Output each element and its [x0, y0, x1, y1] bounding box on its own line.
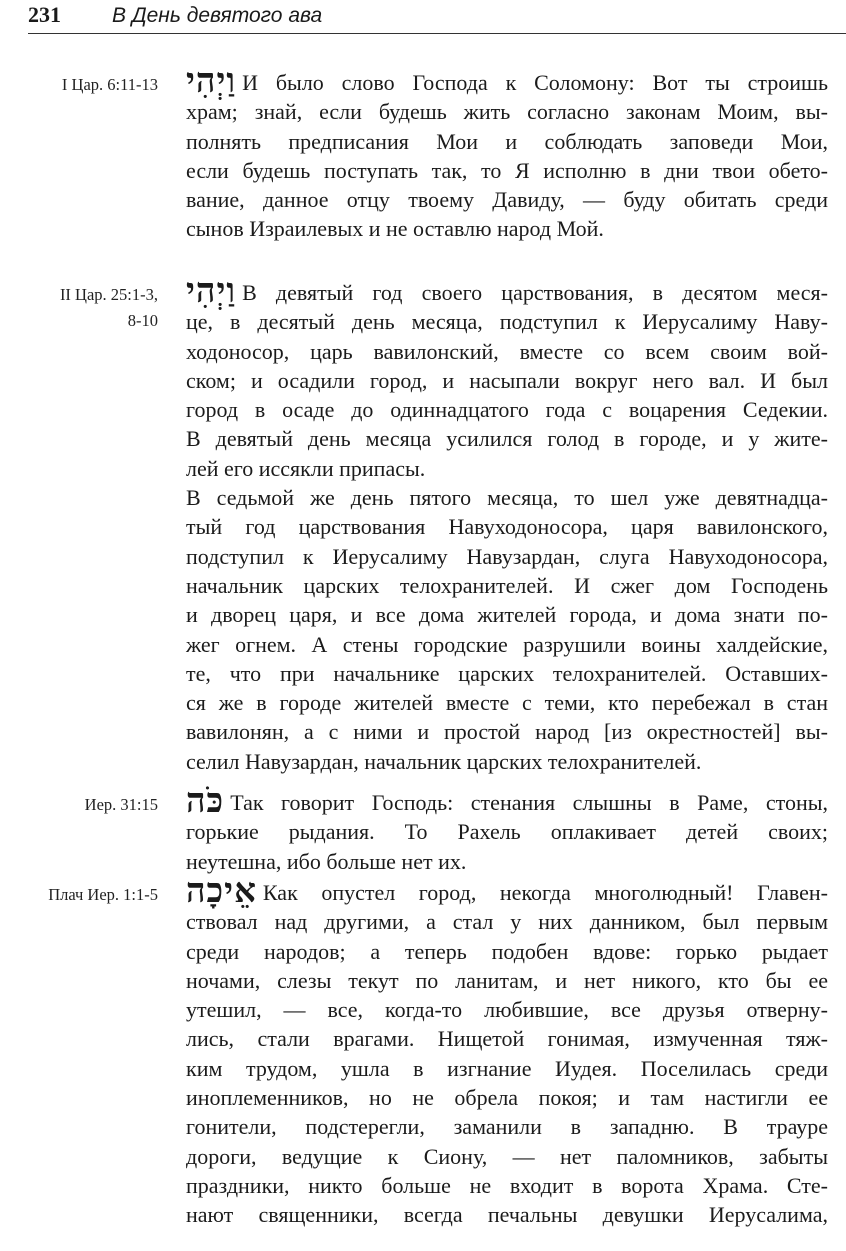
text-line: ском; и осадили город, и насыпали вокруг него вал. И был	[186, 367, 828, 393]
reference-line: Иер. 31:15	[84, 795, 158, 814]
text-line	[186, 781, 828, 821]
passage-reference	[0, 792, 158, 818]
text-line: лись, стали врагами. Нищетой гонимая, измученная тяж-	[186, 1026, 828, 1052]
text-line: и дворец царя, и все дома жителей города, и дома знати по-	[186, 602, 828, 628]
text-line: сынов Израилевых и не оставлю народ Мой.	[186, 216, 604, 242]
text-line: дороги, ведущие к Сиону, — нет паломников, забыты	[186, 1143, 828, 1169]
text-line: если будешь поступать так, то Я исполню в дни твои обето-	[186, 157, 828, 183]
running-title: В День девятого ава	[112, 4, 323, 27]
hebrew-incipit: כֹּה	[186, 781, 225, 821]
text-line: среди народов; а теперь подобен вдове: горько рыдает	[186, 938, 828, 964]
passage-text	[186, 271, 828, 776]
reference-line: Плач Иер. 1:1-5	[48, 885, 158, 904]
text-line: вавилонян, а с ними и простой народ [из окрестностей] вы-	[186, 719, 828, 745]
text-line: В седьмой же день пятого месяца, то шел уже девятнадца-	[186, 485, 828, 511]
text-line: ночами, слезы текут по ланитам, и нет никого, кто бы ее	[186, 967, 828, 993]
passage-text	[186, 871, 828, 1230]
text-line: иноплеменников, но не обрела покоя; и там настигли ее	[186, 1085, 828, 1111]
text-segment: Как опустел город, некогда многолюдный! Главен-	[262, 880, 828, 905]
running-header	[28, 2, 322, 32]
text-segment: И было слово Господа к Соломону: Вот ты строишь	[242, 70, 828, 95]
text-line: полнять предписания Мои и соблюдать заповеди Мои,	[186, 128, 828, 154]
text-line: те, что при начальнике царских телохранителей. Оставших-	[186, 660, 828, 686]
passage-reference	[0, 282, 158, 334]
text-segment: В девятый год своего царствования, в десятом меся-	[242, 280, 828, 305]
text-line: тый год царствования Навуходоносора, царя вавилонского,	[186, 514, 828, 540]
text-line: ким трудом, ушла в изгнание Иудея. Поселилась среди	[186, 1055, 828, 1081]
hebrew-incipit: וַיְהִי	[186, 61, 237, 101]
text-line: нают священники, всегда печальны девушки Иерусалима,	[186, 1202, 828, 1228]
text-line: ходоносор, царь вавилонский, вместе со всем своим вой-	[186, 338, 828, 364]
text-line: лей его иссякли припасы.	[186, 455, 426, 481]
text-line: це, в десятый день месяца, подступил к Иерусалиму Наву-	[186, 309, 828, 335]
hebrew-incipit: אֵיכָה	[186, 871, 257, 911]
hebrew-incipit: וַיְהִי	[186, 271, 237, 311]
text-line: гонители, подстерегли, заманили в западню. В трауре	[186, 1114, 828, 1140]
reference-line: 8-10	[127, 311, 158, 330]
text-line	[186, 271, 828, 311]
text-line: селил Навузардан, начальник царских телохранителей.	[186, 748, 702, 774]
text-line	[186, 871, 828, 911]
text-line: жег огнем. А стены городские разрушили воины халдейские,	[186, 631, 828, 657]
page-number: 231	[28, 2, 61, 27]
header-rule	[28, 33, 846, 34]
passage-text	[186, 61, 828, 244]
text-line: горькие рыдания. То Рахель оплакивает детей своих;	[186, 819, 828, 845]
passage-reference	[0, 882, 158, 908]
text-line: вание, данное отцу твоему Давиду, — буду обитать среди	[186, 187, 828, 213]
text-line	[186, 61, 828, 101]
passage-text	[186, 781, 828, 876]
text-line: утешил, — все, когда-то любившие, все друзья отверну-	[186, 997, 828, 1023]
text-line: праздники, никто больше не входит в ворота Храма. Сте-	[186, 1172, 828, 1198]
passage-reference	[0, 72, 158, 98]
text-segment: Так говорит Господь: стенания слышны в Раме, стоны,	[230, 790, 828, 815]
reference-line: II Цар. 25:1-3,	[59, 285, 158, 304]
text-line: ствовал над другими, а стал у них данником, был первым	[186, 909, 828, 935]
text-line: подступил к Иерусалиму Навузардан, слуга Навуходоносора,	[186, 543, 828, 569]
text-line: храм; знай, если будешь жить согласно законам Моим, вы-	[186, 99, 828, 125]
text-line: начальник царских телохранителей. И сжег дом Господень	[186, 572, 828, 598]
text-line: ся же в городе жителей вместе с теми, кто перебежал в стан	[186, 690, 828, 716]
reference-line: I Цар. 6:11-13	[61, 75, 158, 94]
text-line: В девятый день месяца усилился голод в городе, и у жите-	[186, 426, 828, 452]
text-line: неутешна, ибо больше нет их.	[186, 848, 467, 874]
text-line: город в осаде до одиннадцатого года с воцарения Седекии.	[186, 397, 828, 423]
